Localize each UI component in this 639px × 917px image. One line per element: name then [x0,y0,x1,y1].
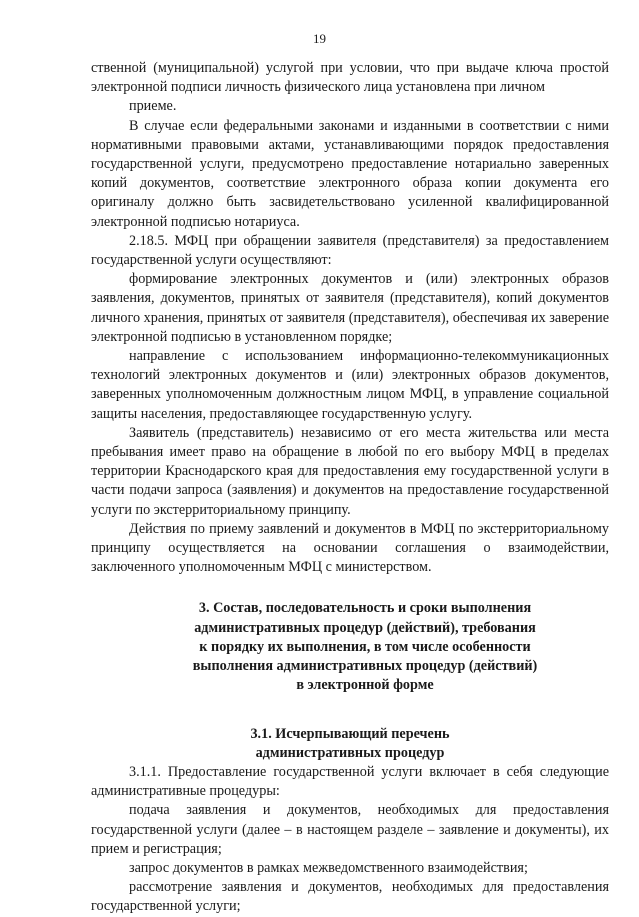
heading-line: 3.1. Исчерпывающий перечень [250,725,450,742]
page-content [91,59,609,917]
heading-line: выполнения административных процедур (действий) [192,658,538,675]
heading-line: в электронной форме [296,677,434,694]
section-3-1-heading [91,725,609,763]
list-item-submission: подача заявления и документов, необходимых для предоставления государственной услуги (далее – в настоящем разделе – заявление и документы), их прием и регистрация; [91,802,609,857]
list-item-review: рассмотрение заявления и документов, необходимых для предоставления государственной услуги; [91,879,609,915]
heading-line: административных процедур (действий), требования [194,619,536,636]
paragraph-2-18-5: 2.18.5. МФЦ при обращении заявителя (представителя) за предоставлением государственной услуги осуществляют: [91,232,609,269]
paragraph-continuation: ственной (муниципальной) услугой при условии, что при выдаче ключа простой электронной подписи личность физического лица установлена при личном [91,60,609,96]
paragraph-continuation-tail: приеме. [129,98,177,115]
heading-line: к порядку их выполнения, в том числе особенности [199,638,531,655]
heading-line: 3. Состав, последовательность и сроки выполнения [198,600,532,617]
list-item-interagency-request: запрос документов в рамках межведомственного взаимодействия; [129,859,528,876]
paragraph-extraterritorial: Действия по приему заявлений и документов в МФЦ по экстерриториальному принципу осуществляется на основании соглашения о взаимодействии, заключенного уполномоченным МФЦ с министерством. [91,520,609,576]
paragraph-applicant-rights: Заявитель (представитель) независимо от его места жительства или места пребывания имеет право на обращение в любой по его выбору МФЦ в пределах территории Краснодарского края для предоставления ему государственной услуги в части подачи запроса (заявления) и документов на предоставление государственной услуги по экстерриториальному принципу. [91,424,609,518]
paragraph-forming-documents: формирование электронных документов и (или) электронных образов заявления, документов, принятых от заявителя (представителя), копий документов личного хранения, принятых от заявителя (представителя), обеспечивая их заверение электронной подписью в установленном порядке; [91,271,609,345]
section-3-heading [121,599,609,695]
page-number: 19 [313,31,326,46]
heading-line: административных процедур [255,744,445,761]
paragraph-notarial-copies: В случае если федеральными законами и изданными в соответствии с ними нормативными правовыми актами, устанавливающими порядок предоставления государственной услуги, предусмотрено предоставление нотариально заверенных копий документов, соответствие электронного образа копии документа его оригиналу должно быть засвидетельствовано усиленной квалифицированной электронной подписью нотариуса. [91,117,609,230]
paragraph-3-1-1: 3.1.1. Предоставление государственной услуги включает в себя следующие административные процедуры: [91,763,609,800]
paragraph-sending-documents: направление с использованием информационно-телекоммуникационных технологий электронных документов и (или) электронных образов документов, заверенных уполномоченным должностным лицом МФЦ, в управление социальной защиты населения, предоставляющее государственную услугу. [91,348,609,422]
